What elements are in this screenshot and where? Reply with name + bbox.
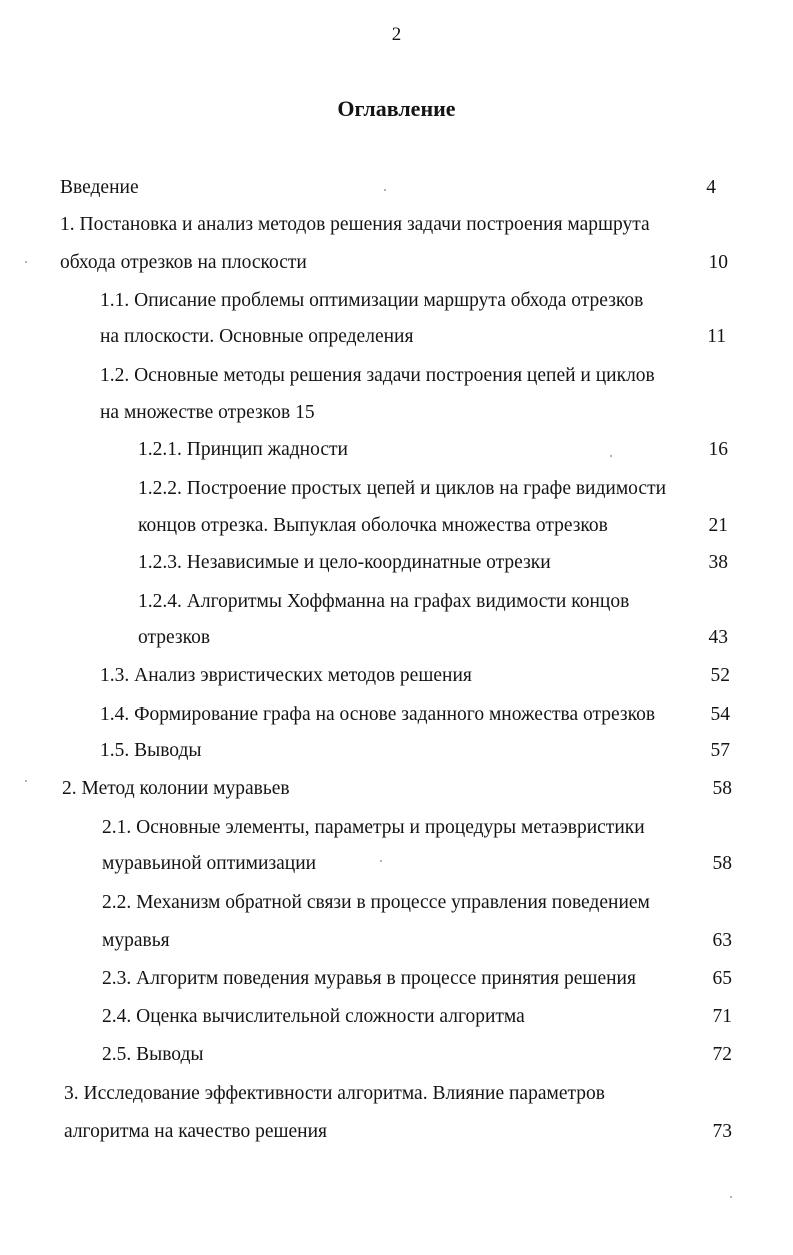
toc-entry-text: 2.4. Оценка вычислительной сложности алгоритма	[102, 1006, 525, 1027]
scan-speck	[384, 189, 386, 191]
scan-speck	[730, 1196, 732, 1198]
toc-entry-text: 1.1. Описание проблемы оптимизации маршрута обхода отрезков	[100, 290, 644, 311]
toc-entry-text: 1.5. Выводы	[100, 740, 202, 761]
page-number: 2	[391, 24, 402, 45]
toc-entry-page: 71	[712, 1006, 732, 1027]
toc-entry-text: 1. Постановка и анализ методов решения задачи построения маршрута	[60, 214, 650, 235]
toc-entry-text: муравьиной оптимизации	[102, 853, 317, 874]
page-title: Оглавление	[337, 96, 456, 121]
toc-entry-page: 63	[712, 930, 732, 951]
toc-entry-text: Введение	[60, 177, 139, 198]
toc-entry-text: 1.2.3. Независимые и цело-координатные отрезки	[138, 552, 551, 573]
scan-speck	[25, 261, 27, 263]
toc-entry-page: 43	[708, 627, 728, 648]
toc-entry-text: 2.5. Выводы	[102, 1044, 204, 1065]
toc-entry-page: 57	[710, 740, 730, 761]
toc-entry-text: алгоритма на качество решения	[64, 1121, 328, 1142]
toc-entry-text: 2.2. Механизм обратной связи в процессе управления поведением	[102, 892, 650, 913]
toc-entry-text: 2.3. Алгоритм поведения муравья в процессе принятия решения	[102, 968, 636, 989]
toc-entry-text: отрезков	[138, 627, 211, 648]
toc-entry-page: 16	[708, 439, 728, 460]
toc-entry-page: 21	[708, 515, 728, 536]
toc-entry-page: 38	[708, 552, 728, 573]
toc-entry-text: 1.4. Формирование графа на основе заданного множества отрезков	[100, 704, 656, 725]
toc-entry-page: 52	[710, 665, 730, 686]
toc-entry-text: муравья	[102, 930, 170, 951]
toc-entry-text: 3. Исследование эффективности алгоритма. Влияние параметров	[64, 1083, 605, 1104]
toc-entry-page: 54	[710, 704, 730, 725]
toc-entry-text: 2. Метод колонии муравьев	[62, 778, 290, 799]
toc-entry-text: 1.2. Основные методы решения задачи построения цепей и циклов	[100, 365, 655, 386]
toc-entry-page: 72	[712, 1044, 732, 1065]
toc-entry-text: обхода отрезков на плоскости	[60, 252, 307, 273]
toc-entry-text: на множестве отрезков 15	[100, 402, 315, 423]
toc-entry-text: 1.2.1. Принцип жадности	[138, 439, 348, 460]
toc-entry-page: 58	[712, 853, 732, 874]
toc-entry-text: 1.3. Анализ эвристических методов решения	[100, 665, 472, 686]
scan-speck	[380, 860, 382, 862]
toc-entry-page: 73	[712, 1121, 732, 1142]
scan-speck	[610, 455, 612, 457]
toc-entry-text: 1.2.2. Построение простых цепей и циклов на графе видимости	[138, 478, 667, 499]
toc-entry-text: концов отрезка. Выпуклая оболочка множества отрезков	[138, 515, 608, 536]
toc-entry-page: 4	[706, 177, 716, 198]
toc-entry-page: 10	[708, 252, 728, 273]
toc-entry-page: 58	[712, 778, 732, 799]
scan-speck	[25, 780, 27, 782]
toc-entry-text: на плоскости. Основные определения	[100, 326, 414, 347]
toc-entry-page: 11	[707, 326, 726, 347]
toc-entry-text: 1.2.4. Алгоритмы Хоффманна на графах видимости концов	[138, 591, 630, 612]
toc-entry-text: 2.1. Основные элементы, параметры и процедуры метаэвристики	[102, 817, 645, 838]
toc-entry-page: 65	[712, 968, 732, 989]
